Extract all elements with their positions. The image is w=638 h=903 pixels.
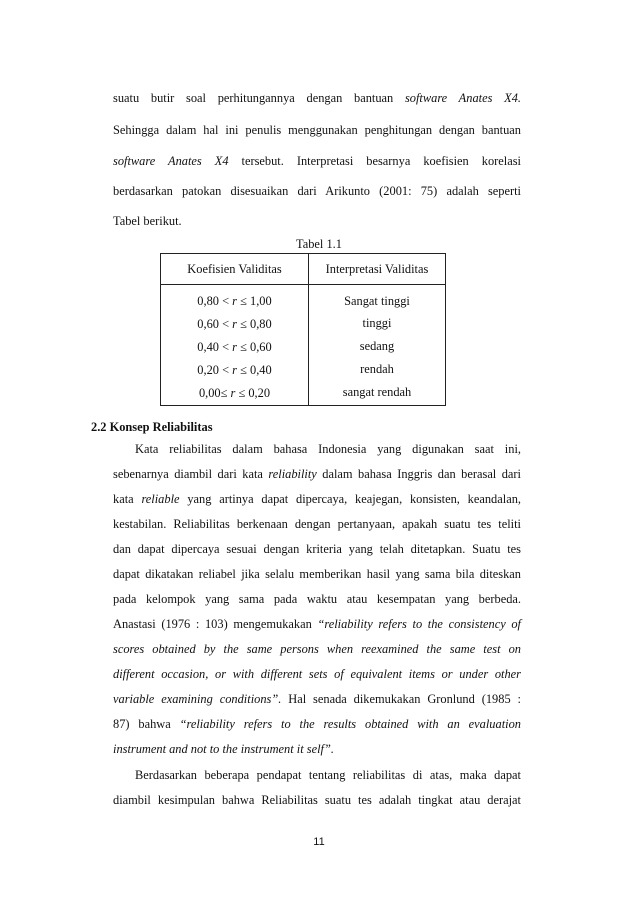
page-number: 11 bbox=[313, 836, 325, 848]
text-line: 87) bahwa “reliability refers to the results obtained with an evaluation bbox=[113, 717, 521, 731]
text-line: pada kelompok yang sama pada waktu atau kesempatan yang berbeda. bbox=[113, 592, 521, 606]
text-line: Kata reliabilitas dalam bahasa Indonesia yang digunakan saat ini, bbox=[135, 442, 521, 456]
interpretation: tinggi bbox=[362, 316, 392, 330]
table-header: Interpretasi Validitas bbox=[309, 254, 446, 285]
text-line: kestabilan. Reliabilitas berkenaan dengan pertanyaan, apakah suatu tes teliti bbox=[113, 517, 521, 531]
coefficient-range: 0,80 < r ≤ 1,00 bbox=[197, 294, 272, 308]
text-line: suatu butir soal perhitungannya dengan bantuan software Anates X4. bbox=[113, 91, 521, 105]
text-line: Anastasi (1976 : 103) mengemukakan “reliability refers to the consistency of bbox=[113, 617, 521, 631]
text-line: sebenarnya diambil dari kata reliability dalam bahasa Inggris dan berasal dari bbox=[113, 467, 521, 481]
text-line: software Anates X4 tersebut. Interpretasi besarnya koefisien korelasi bbox=[113, 154, 521, 168]
interpretation: sangat rendah bbox=[342, 385, 412, 399]
text-line: Berdasarkan beberapa pendapat tentang reliabilitas di atas, maka dapat bbox=[135, 768, 521, 782]
table-cell bbox=[309, 285, 446, 406]
validity-table bbox=[160, 253, 446, 406]
text-line: diambil kesimpulan bahwa Reliabilitas suatu tes adalah tingkat atau derajat bbox=[113, 793, 521, 807]
text-line: instrument and not to the instrument it self”. bbox=[113, 742, 334, 756]
table-caption: Tabel 1.1 bbox=[296, 237, 342, 251]
text-line: kata reliable yang artinya dapat dipercaya, keajegan, konsisten, keandalan, bbox=[113, 492, 521, 506]
text-line: different occasion, or with different sets of equivalent items or under other bbox=[113, 667, 521, 681]
coefficient-range: 0,00≤ r ≤ 0,20 bbox=[198, 386, 271, 400]
coefficient-range: 0,40 < r ≤ 0,60 bbox=[197, 340, 272, 354]
text-line: variable examining conditions”. Hal senada dikemukakan Gronlund (1985 : bbox=[113, 692, 521, 706]
interpretation: sedang bbox=[359, 339, 395, 353]
text-line: dan dapat dipercaya sesuai dengan kriteria yang telah ditetapkan. Suatu tes bbox=[113, 542, 521, 556]
table-cell bbox=[161, 285, 309, 406]
section-heading: 2.2 Konsep Reliabilitas bbox=[91, 420, 213, 434]
text-line: Tabel berikut. bbox=[113, 214, 182, 228]
text-line: dapat dikatakan reliabel jika selalu memberikan hasil yang sama bila diteskan bbox=[113, 567, 521, 581]
text-line: scores obtained by the same persons when reexamined the same test on bbox=[113, 642, 521, 656]
table-header: Koefisien Validitas bbox=[161, 254, 309, 285]
text-line: berdasarkan patokan disesuaikan dari Arikunto (2001: 75) adalah seperti bbox=[113, 184, 521, 198]
interpretation: Sangat tinggi bbox=[344, 294, 410, 308]
interpretation: rendah bbox=[360, 362, 394, 376]
coefficient-range: 0,60 < r ≤ 0,80 bbox=[197, 317, 272, 331]
coefficient-range: 0,20 < r ≤ 0,40 bbox=[197, 363, 272, 377]
text-line: Sehingga dalam hal ini penulis menggunakan penghitungan dengan bantuan bbox=[113, 123, 521, 137]
